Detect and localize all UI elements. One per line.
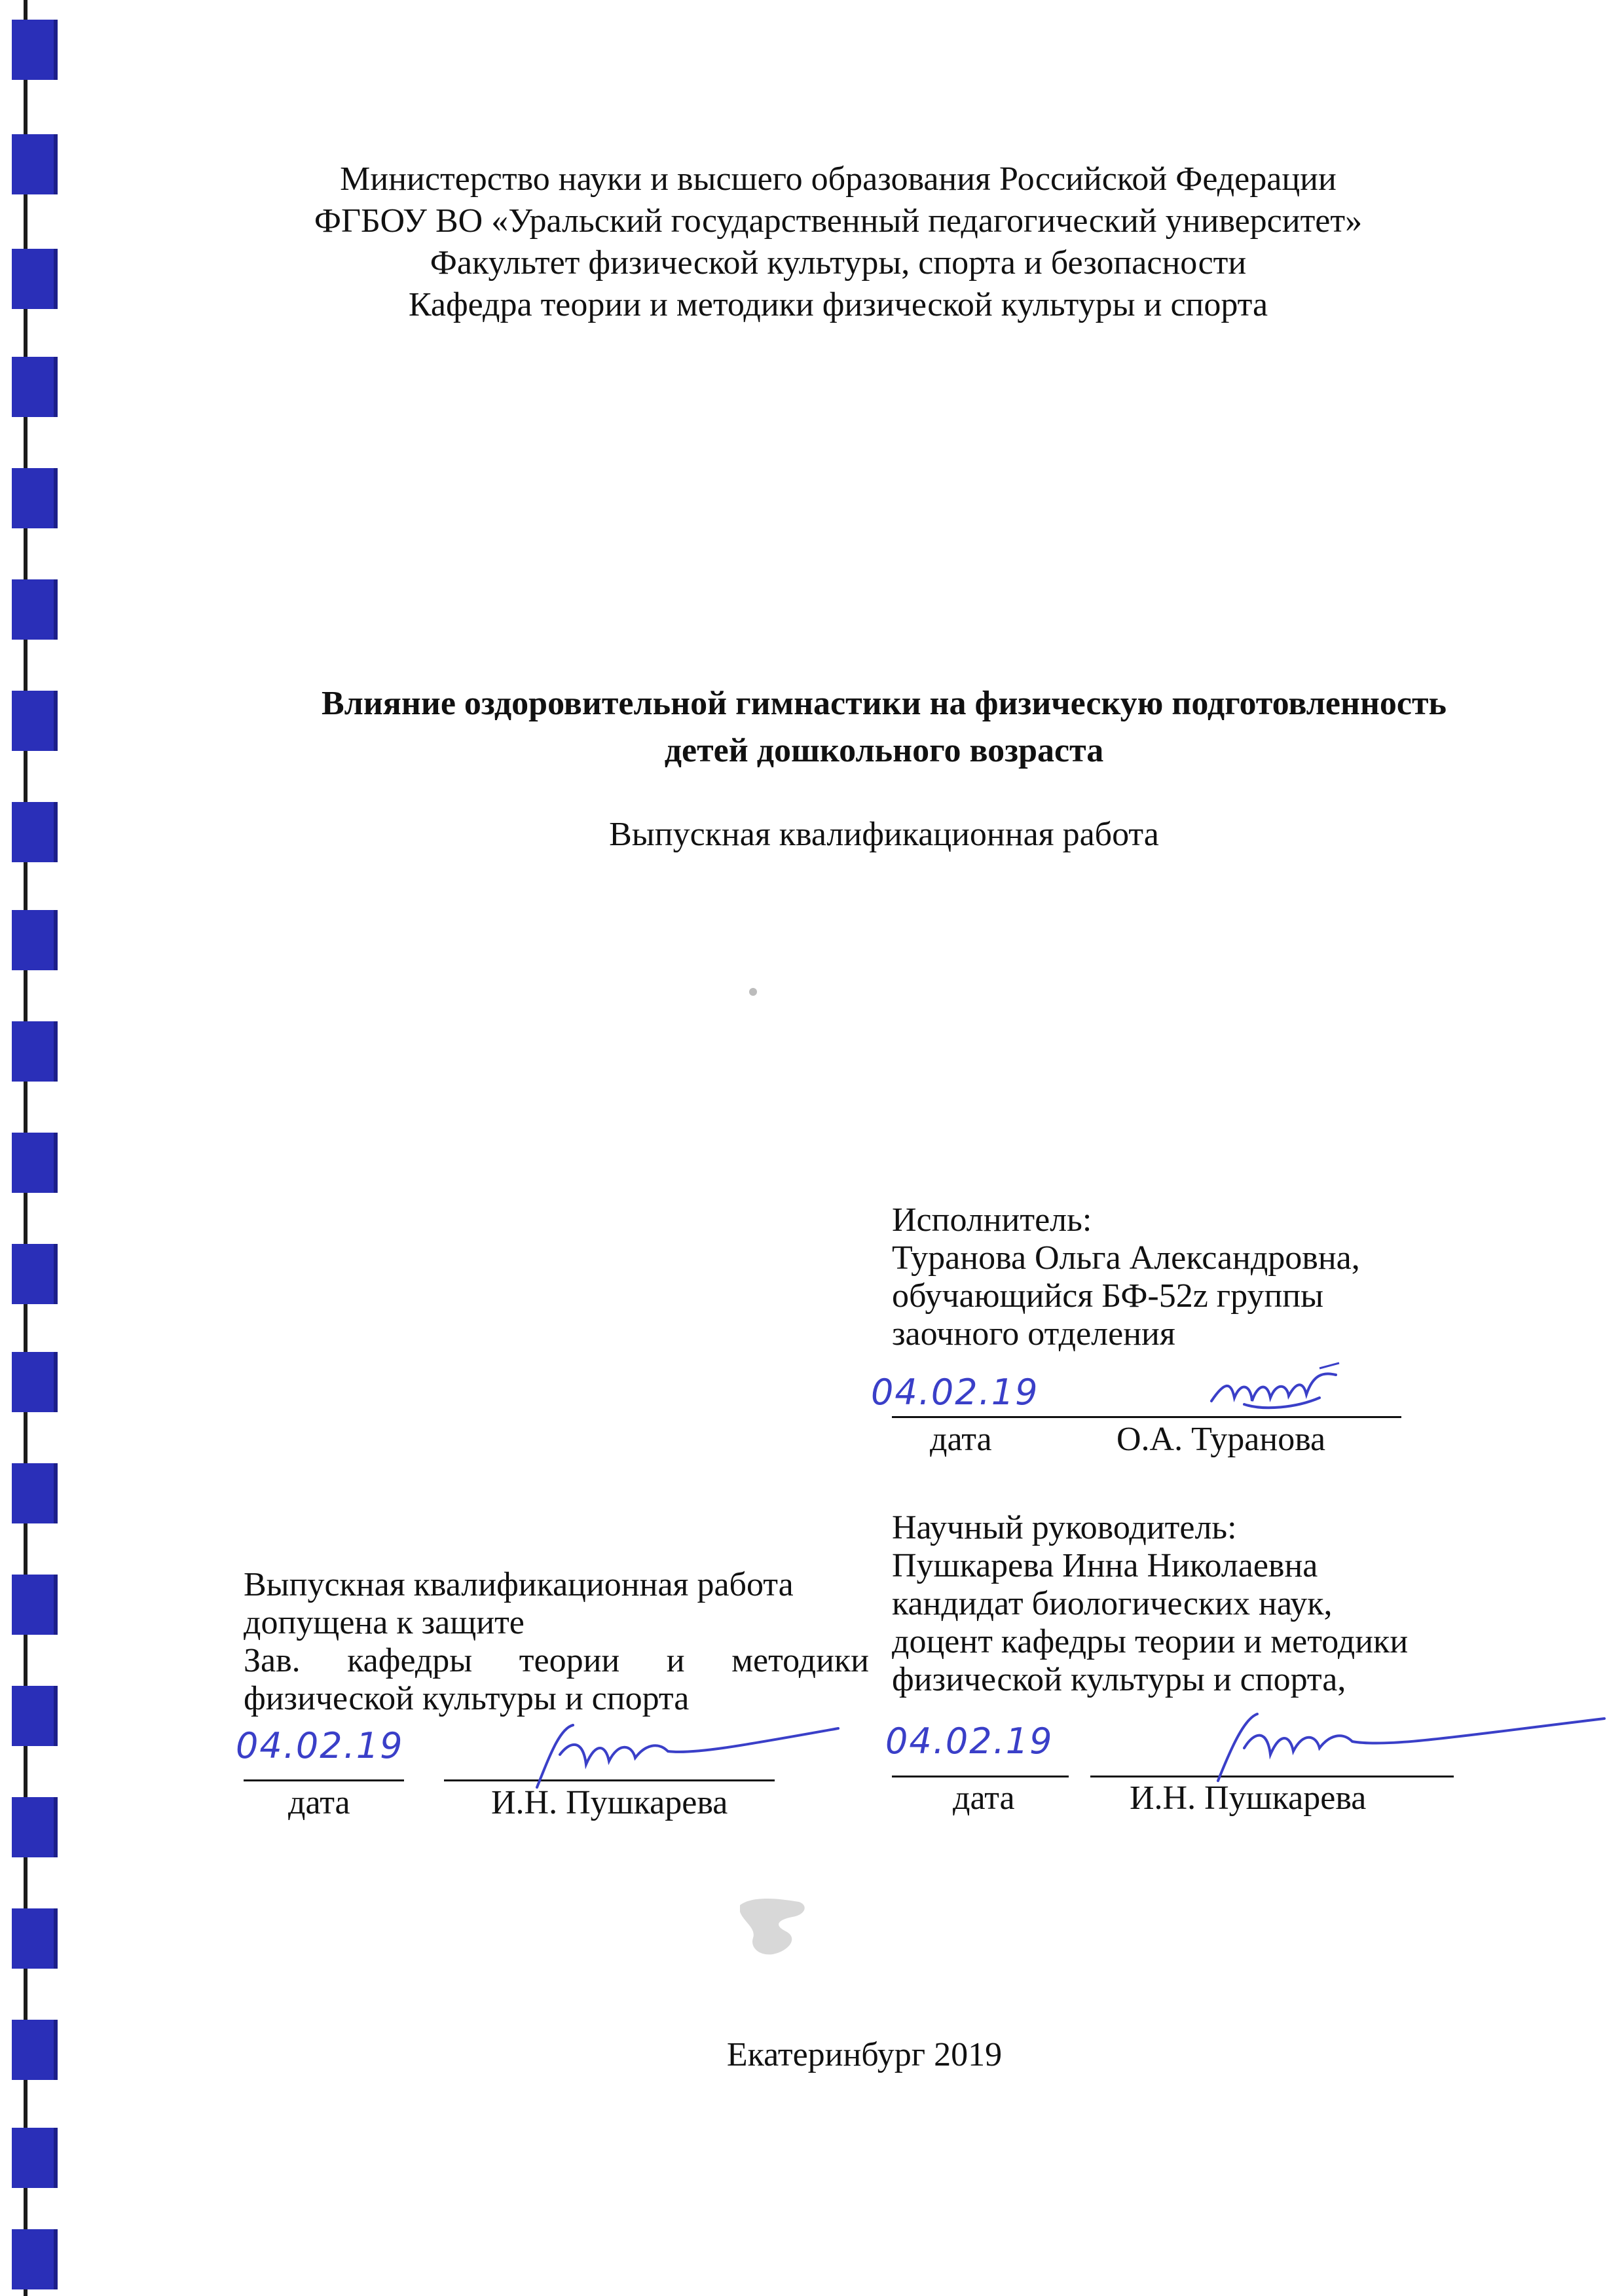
binding-ring (12, 357, 58, 417)
university-line: ФГБОУ ВО «Уральский государственный педагогический университет» (314, 202, 1363, 240)
binding-ring (12, 2229, 58, 2289)
admission-line3: Зав. кафедры теории и методики (244, 1642, 869, 1679)
supervisor-position: доцент кафедры теории и методики (892, 1623, 1409, 1660)
admission-handwritten-date: 04.02.19 (236, 1725, 404, 1766)
paper-smudge (727, 1892, 819, 1964)
city-year: Екатеринбург 2019 (726, 2036, 1003, 2073)
paper-speck (743, 982, 763, 1002)
supervisor-name: Пушкарева Инна Николаевна (892, 1547, 1318, 1584)
supervisor-degree: кандидат биологических наук, (892, 1585, 1333, 1622)
ministry-line: Министерство науки и высшего образования Российской Федерации (340, 160, 1337, 198)
executor-group: обучающийся БФ-52z группы (892, 1277, 1324, 1315)
admission-date-line (244, 1779, 404, 1781)
admission-line2: допущена к защите (244, 1604, 525, 1641)
executor-department: заочного отделения (892, 1315, 1175, 1353)
supervisor-date-line (892, 1776, 1069, 1777)
binding-ring (12, 1797, 58, 1857)
executor-name: Туранова Ольга Александровна, (892, 1239, 1360, 1277)
binding-ring (12, 2020, 58, 2080)
admission-line1: Выпускная квалификационная работа (244, 1566, 794, 1603)
supervisor-handwritten-date: 04.02.19 (885, 1721, 1054, 1762)
binding-ring (12, 1575, 58, 1635)
department-line: Кафедра теории и методики физической культуры и спорта (408, 286, 1268, 323)
binding-ring (12, 1021, 58, 1082)
binding-ring (12, 579, 58, 640)
binding-ring (12, 1352, 58, 1412)
binding-ring (12, 1686, 58, 1746)
thesis-title-line1: Влияние оздоровительной гимнастики на физическую подготовленность (321, 685, 1447, 722)
supervisor-date-label: дата (953, 1779, 1015, 1817)
work-type: Выпускная квалификационная работа (609, 816, 1159, 853)
supervisor-heading: Научный руководитель: (892, 1509, 1237, 1546)
binding-ring (12, 1463, 58, 1523)
admission-block (244, 1566, 869, 1718)
executor-signature (1205, 1355, 1356, 1427)
admission-date-label: дата (288, 1784, 350, 1821)
binding-ring (12, 1133, 58, 1193)
faculty-line: Факультет физической культуры, спорта и безопасности (430, 244, 1247, 282)
supervisor-block (892, 1509, 1521, 1699)
admission-signer: И.Н. Пушкарева (491, 1784, 728, 1821)
thesis-title-line2: детей дошкольного возраста (664, 732, 1104, 769)
executor-date-label: дата (930, 1421, 992, 1458)
binding-ring (12, 1244, 58, 1304)
binding-ring (12, 2128, 58, 2188)
executor-block (892, 1201, 1481, 1353)
binding-ring (12, 20, 58, 80)
binding-ring (12, 802, 58, 862)
executor-heading: Исполнитель: (892, 1201, 1092, 1239)
supervisor-signer: И.Н. Пушкарева (1130, 1779, 1367, 1817)
supervisor-position2: физической культуры и спорта, (892, 1661, 1346, 1698)
binding-ring (12, 1908, 58, 1969)
spiral-binding (12, 0, 58, 2296)
binding-ring (12, 468, 58, 528)
admission-line4: физической культуры и спорта (244, 1680, 690, 1717)
binding-ring (12, 910, 58, 970)
executor-handwritten-date: 04.02.19 (871, 1372, 1039, 1413)
executor-signer: О.А. Туранова (1116, 1421, 1326, 1458)
binding-ring (12, 691, 58, 751)
